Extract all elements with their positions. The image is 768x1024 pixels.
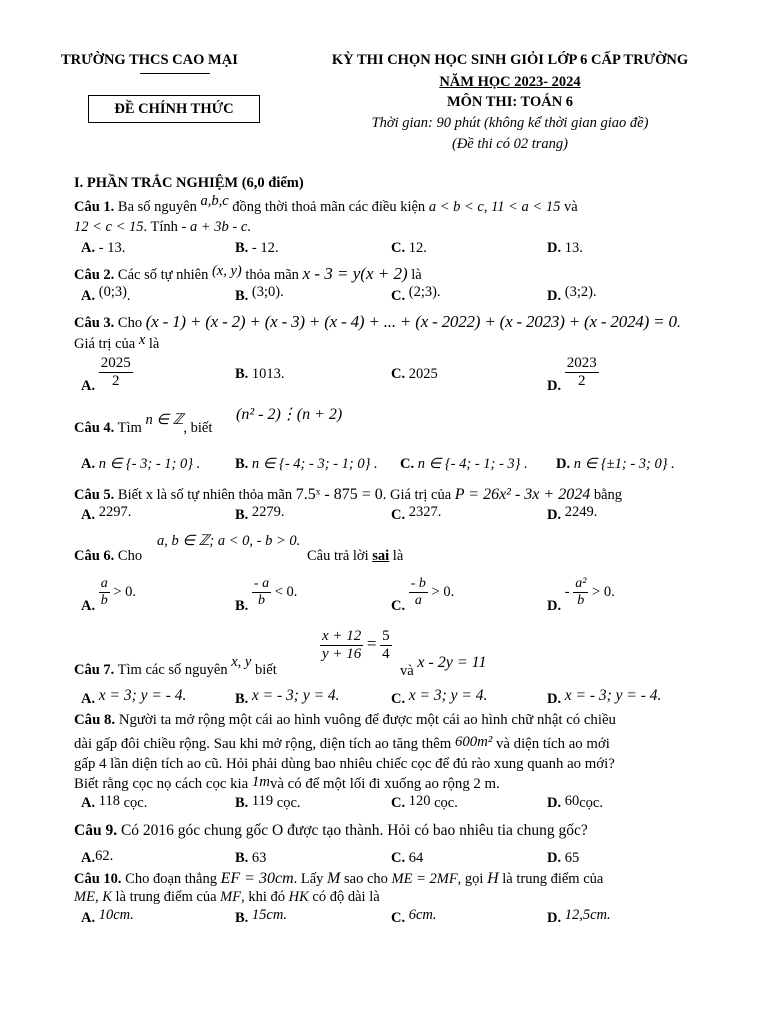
question-6: Câu 6. Cho — [74, 548, 143, 564]
section-title: I. PHẦN TRẮC NGHIỆM (6,0 điểm) — [74, 175, 304, 191]
q4-option-d[interactable]: D. n ∈ {±1; - 3; 0} . — [556, 456, 675, 472]
q8-option-a[interactable]: A. 118 cọc. — [81, 793, 148, 811]
q3-option-a[interactable]: A. $\frac{2025}{2}$ — [81, 355, 131, 394]
q6-condition: a, b ∈ ℤ; a < 0, - b > 0. — [157, 533, 301, 549]
school-underline — [140, 73, 210, 74]
question-8: Câu 8. Người ta mở rộng một cái ao hình vuông để được một cái ao hình chữ nhật có chiều — [74, 712, 616, 728]
school-year: NĂM HỌC 2023- 2024 — [439, 74, 581, 90]
question-8-line4: Biết rằng cọc nọ cách cọc kia 1mvà có để một lối đi xuống ao rộng 2 m. — [74, 774, 500, 792]
q1-option-a[interactable]: A. - 13. — [81, 240, 126, 256]
q2-option-d[interactable]: D. (3;2). — [547, 284, 597, 304]
q10-option-a[interactable]: A. 10cm. — [81, 907, 134, 926]
q2-option-a[interactable]: A. (0;3). — [81, 284, 131, 304]
q9-option-b[interactable]: B. 63 — [235, 850, 267, 866]
q4-divisibility: (n² - 2)⋮(n + 2) — [236, 406, 343, 423]
q8-option-b[interactable]: B. 119 cọc. — [235, 793, 301, 811]
subject: MÔN THI: TOÁN 6 — [446, 94, 574, 110]
exam-title: KỲ THI CHỌN HỌC SINH GIỎI LỚP 6 CẤP TRƯỜNG — [331, 52, 689, 68]
q7-fraction-equation: $\frac{x + 12}{y + 16}$ = $\frac{5}{4}$ — [322, 628, 390, 662]
question-2: Câu 2. Các số tự nhiên (x, y) thỏa mãn x - 3 = y(x + 2) là — [74, 263, 422, 283]
q5-option-a[interactable]: A. 2297. — [81, 504, 132, 523]
question-3-line2: Giá trị của x là — [74, 332, 160, 352]
official-stamp-box — [88, 95, 260, 123]
q8-option-c[interactable]: C. 120 cọc. — [391, 793, 458, 811]
q5-option-b[interactable]: B. 2279. — [235, 504, 285, 523]
q4-option-a[interactable]: A. n ∈ {- 3; - 1; 0} . — [81, 456, 201, 472]
q2-option-c[interactable]: C. (2;3). — [391, 284, 441, 304]
q1-option-c[interactable]: C. 12. — [391, 240, 427, 256]
question-6-prompt: Câu trả lời sai là — [307, 548, 404, 564]
q7-option-c[interactable]: C. x = 3; y = 4. — [391, 687, 488, 707]
q3-option-c[interactable]: C. 2025 — [391, 366, 438, 382]
q9-option-a[interactable]: A.62. — [81, 848, 114, 866]
q9-option-d[interactable]: D. 65 — [547, 850, 580, 866]
q10-option-c[interactable]: C. 6cm. — [391, 907, 437, 926]
q2-option-b[interactable]: B. (3;0). — [235, 284, 284, 304]
q10-option-d[interactable]: D. 12,5cm. — [547, 907, 611, 926]
q4-option-c[interactable]: C. n ∈ {- 4; - 1; - 3} . — [400, 456, 528, 472]
page-count: (Đề thi có 02 trang) — [452, 136, 568, 152]
school-name: TRƯỜNG THCS CAO MẠI — [61, 52, 238, 68]
q3-option-d[interactable]: D. $\frac{2023}{2}$ — [547, 355, 597, 394]
question-8-line2: dài gấp đôi chiều rộng. Sau khi mở rộng, diện tích ao tăng thêm 600m² và diện tích ao mới — [74, 734, 610, 752]
exam-time: Thời gian: 90 phút (không kể thời gian giao đề) — [371, 115, 649, 131]
q6-option-c[interactable]: C. $\frac{- b}{a}$ > 0. — [391, 576, 455, 614]
question-10: Câu 10. Cho đoạn thẳng EF = 30cm. Lấy M sao cho ME = 2MF, gọi H là trung điểm của — [74, 870, 604, 887]
q1-option-b[interactable]: B. - 12. — [235, 240, 279, 256]
q9-option-c[interactable]: C. 64 — [391, 850, 424, 866]
q3-option-b[interactable]: B. 1013. — [235, 366, 285, 382]
q6-option-d[interactable]: D. - $\frac{\text{a²}}{b}$ > 0. — [547, 576, 615, 614]
question-8-line3: gấp 4 lần diện tích ao cũ. Hỏi phải dùng bao nhiêu chiếc cọc để đủ rào xung quanh ao mới? — [74, 756, 615, 772]
q10-option-b[interactable]: B. 15cm. — [235, 907, 287, 926]
q4-option-b[interactable]: B. n ∈ {- 4; - 3; - 1; 0} . — [235, 456, 378, 472]
q1-option-d[interactable]: D. 13. — [547, 240, 583, 256]
q7-option-d[interactable]: D. x = - 3; y = - 4. — [547, 687, 662, 707]
official-label: ĐỀ CHÍNH THỨC — [114, 101, 234, 117]
question-7: Câu 7. Tìm các số nguyên x, y biết — [74, 654, 277, 678]
question-1: Câu 1. Ba số nguyên a,b,c đồng thời thoả mãn các điều kiện a < b < c, 11 < a < 15 và — [74, 193, 578, 215]
question-4: Câu 4. Tìm n ∈ ℤ, biết — [74, 412, 213, 436]
q7-option-b[interactable]: B. x = - 3; y = 4. — [235, 687, 340, 707]
q5-option-d[interactable]: D. 2249. — [547, 504, 598, 523]
q6-option-b[interactable]: B. $\frac{- a}{b}$ < 0. — [235, 576, 298, 614]
question-9: Câu 9. Có 2016 góc chung gốc O được tạo thành. Hỏi có bao nhiêu tia chung gốc? — [74, 822, 588, 839]
q6-option-a[interactable]: A. $\frac{a}{b}$ > 0. — [81, 576, 137, 614]
question-3: Câu 3. Cho (x - 1) + (x - 2) + (x - 3) + (x - 4) + ... + (x - 2022) + (x - 2023) + (x - 2024) = 0. — [74, 312, 681, 331]
question-7-tail: và x - 2y = 11 — [400, 654, 487, 679]
q8-option-d[interactable]: D. 60cọc. — [547, 793, 603, 811]
question-10-line2: ME, K là trung điểm của MF, khi đó HK có độ dài là — [74, 889, 380, 905]
question-1-line2: 12 < c < 15. Tính - a + 3b - c. — [74, 219, 251, 235]
q5-option-c[interactable]: C. 2327. — [391, 504, 442, 523]
question-5: Câu 5. Biết x là số tự nhiên thỏa mãn 7.5ˣ - 875 = 0. Giá trị của P = 26x² - 3x + 2024 bằng — [74, 486, 623, 503]
q7-option-a[interactable]: A. x = 3; y = - 4. — [81, 687, 187, 707]
